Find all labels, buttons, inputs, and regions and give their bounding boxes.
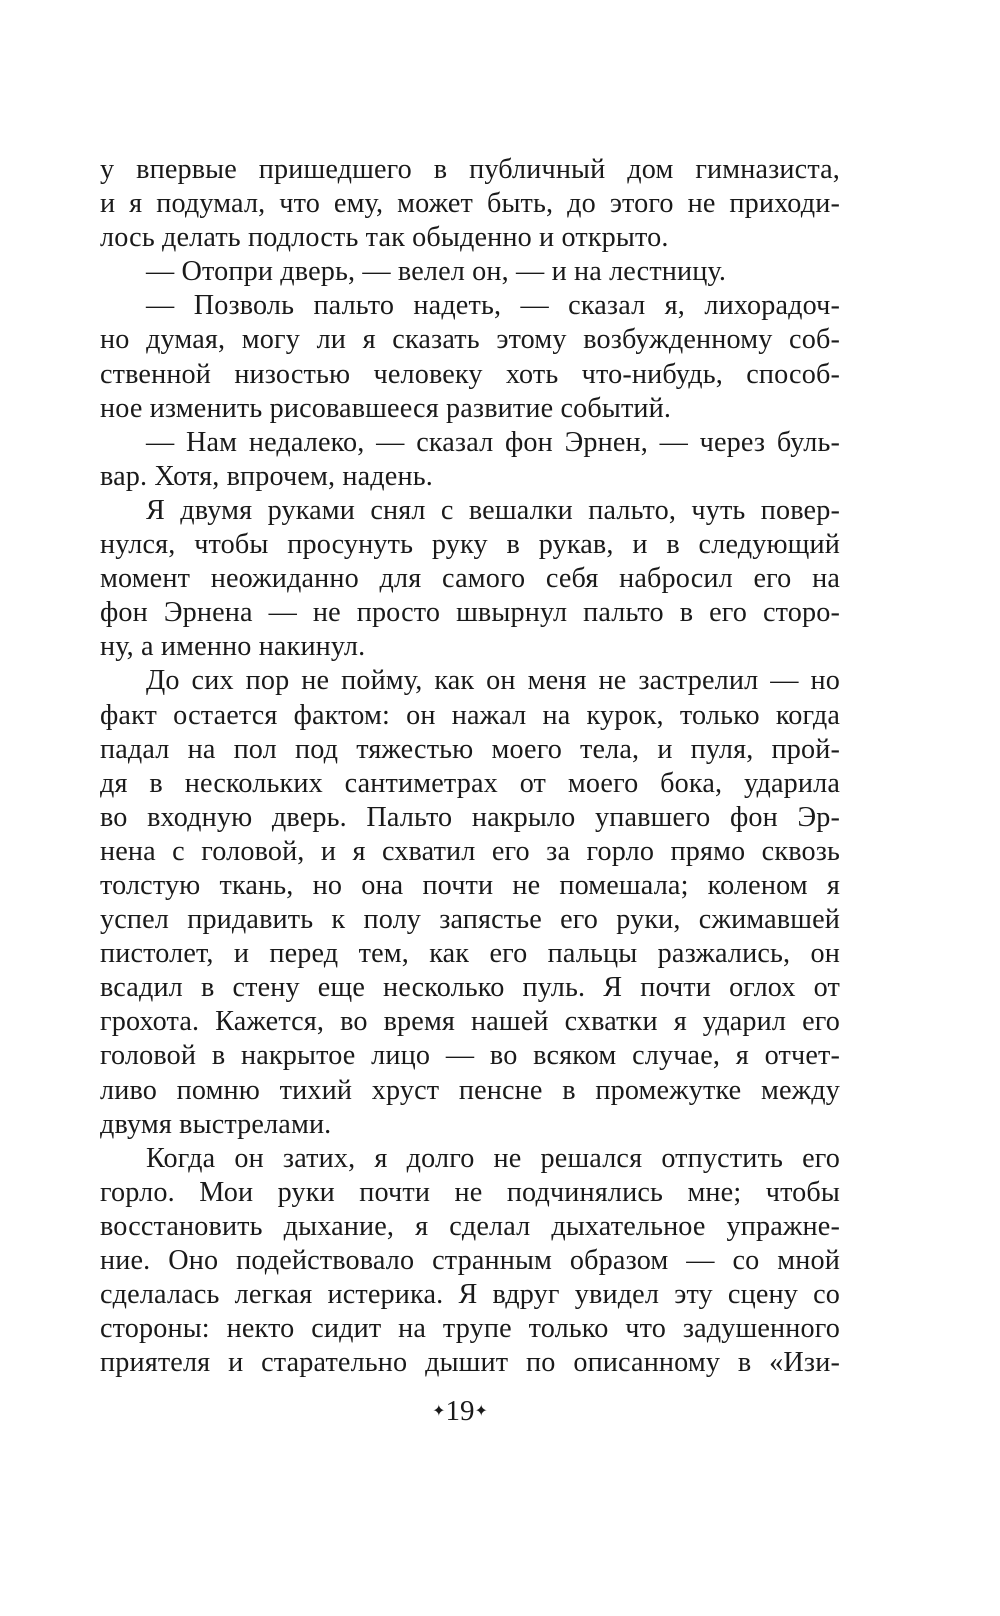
text-line: Я двумя руками снял с вешалки пальто, чуть повер- <box>146 494 840 526</box>
text-line: ное изменить рисовавшееся развитие событий. <box>100 392 672 424</box>
page-number-value: 19 <box>445 1395 475 1427</box>
text-line: фон Эрнена — не просто швырнул пальто в его сторо- <box>100 597 840 629</box>
text-line: ну, а именно накинул. <box>100 631 366 663</box>
text-line: головой в накрытое лицо — во всяком случае, я отчет- <box>100 1040 840 1072</box>
text-line: — Отопри дверь, — велел он, — и на лестницу. <box>146 256 727 288</box>
text-line: ственной низостью человеку хоть что-нибудь, способ- <box>100 358 840 390</box>
text-line: вар. Хотя, впрочем, надень. <box>100 460 433 492</box>
text-line: пистолет, и перед тем, как его пальцы разжались, он <box>100 938 840 970</box>
text-line: восстановить дыхание, я сделал дыхательное упражне- <box>100 1210 840 1242</box>
text-line: сделалась легкая истерика. Я вдруг увидел эту сцену со <box>100 1279 840 1311</box>
text-line: горло. Мои руки почти не подчинялись мне; чтобы <box>100 1176 840 1208</box>
text-line: ние. Оно подействовало странным образом — со мной <box>100 1245 840 1276</box>
text-line: момент неожиданно для самого себя набросил его на <box>100 563 840 595</box>
text-line: нулся, чтобы просунуть руку в рукав, и в следующий <box>100 529 840 561</box>
text-line: лось делать подлость так обыденно и открыто. <box>100 222 669 254</box>
text-line: во входную дверь. Пальто накрыло упавшего фон Эр- <box>100 801 840 833</box>
text-line: приятеля и старательно дышит по описанному в «Изи- <box>100 1347 840 1379</box>
ornament-left-icon: ✦ <box>432 1403 446 1420</box>
text-line: но думая, могу ли я сказать этому возбужденному соб- <box>100 324 840 356</box>
text-line: грохота. Кажется, во время нашей схватки я ударил его <box>100 1006 840 1038</box>
text-line: ливо помню тихий хруст пенсне в промежутке между <box>100 1074 840 1106</box>
text-line: дя в нескольких сантиметрах от моего бока, ударила <box>100 767 840 799</box>
text-line: — Нам недалеко, — сказал фон Эрнен, — через буль- <box>146 426 840 458</box>
text-line: нена с головой, и я схватил его за горло прямо сквозь <box>100 835 840 867</box>
text-line: всадил в стену еще несколько пуль. Я почти оглох от <box>100 972 840 1004</box>
body-text <box>100 153 840 1380</box>
page-number <box>0 1393 920 1430</box>
text-line: факт остается фактом: он нажал на курок, только когда <box>100 699 840 731</box>
text-line: Когда он затих, я долго не решался отпустить его <box>146 1142 840 1174</box>
text-line: толстую ткань, но она почти не помешала; коленом я <box>100 869 840 901</box>
text-line: падал на пол под тяжестью моего тела, и пуля, прой- <box>100 733 840 765</box>
ornament-right-icon: ✦ <box>474 1403 488 1420</box>
text-line: До сих пор не пойму, как он меня не застрелил — но <box>146 665 840 697</box>
text-line: у впервые пришедшего в публичный дом гимназиста, <box>100 154 840 185</box>
text-line: стороны: некто сидит на трупе только что задушенного <box>100 1313 840 1345</box>
text-line: — Позволь пальто надеть, — сказал я, лихорадоч- <box>146 290 840 322</box>
text-line: двумя выстрелами. <box>100 1108 332 1140</box>
text-line: и я подумал, что ему, может быть, до этого не приходи- <box>100 188 840 220</box>
text-line: успел придавить к полу запястье его руки, сжимавшей <box>100 904 840 936</box>
